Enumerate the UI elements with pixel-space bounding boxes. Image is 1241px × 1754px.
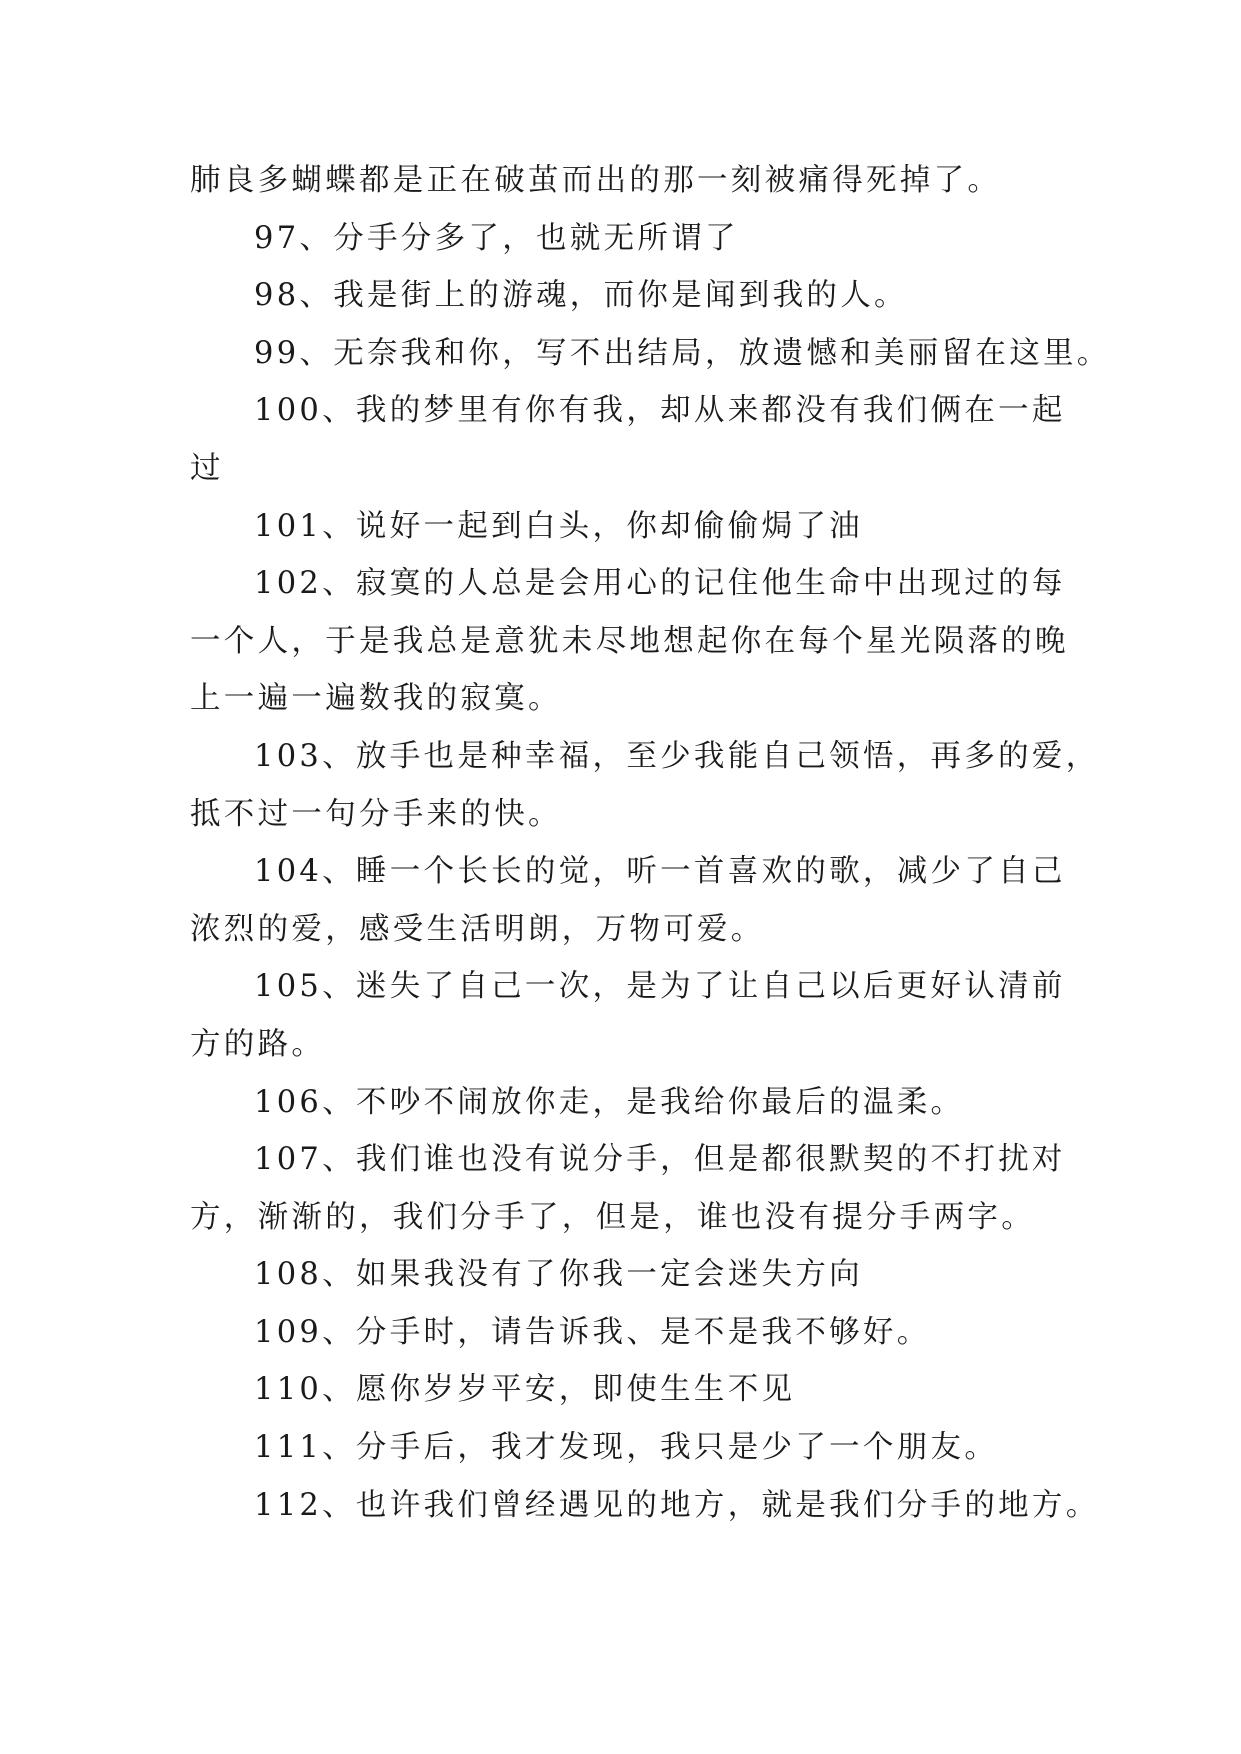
text-line: 抵不过一句分手来的快。	[190, 796, 562, 832]
text-line: 104、睡一个长长的觉，听一首喜欢的歌，减少了自己	[254, 854, 1066, 890]
text-line: 106、不吵不闹放你走，是我给你最后的温柔。	[254, 1084, 965, 1120]
text-line: 方，渐渐的，我们分手了，但是，谁也没有提分手两字。	[190, 1199, 1035, 1235]
text-line: 110、愿你岁岁平安，即使生生不见	[254, 1372, 796, 1408]
body-text	[190, 152, 1111, 1534]
text-line: 105、迷失了自己一次，是为了让自己以后更好认清前	[254, 969, 1066, 1005]
text-line: 过	[190, 450, 224, 486]
text-line: 107、我们谁也没有说分手，但是都很默契的不打扰对	[254, 1142, 1066, 1178]
text-line: 97、分手分多了，也就无所谓了	[254, 220, 739, 256]
text-line: 浓烈的爱，感受生活明朗，万物可爱。	[190, 911, 765, 947]
text-line: 109、分手时，请告诉我、是不是我不够好。	[254, 1314, 931, 1350]
text-line: 肺良多蝴蝶都是正在破茧而出的那一刻被痛得死掉了。	[190, 163, 1002, 198]
text-line: 100、我的梦里有你有我，却从来都没有我们俩在一起	[254, 393, 1066, 429]
text-line: 方的路。	[190, 1026, 326, 1062]
text-line: 103、放手也是种幸福，至少我能自己领悟，再多的爱，	[254, 738, 1100, 774]
text-line: 108、如果我没有了你我一定会迷失方向	[254, 1257, 863, 1293]
text-line: 101、说好一起到白头，你却偷偷焗了油	[254, 508, 863, 544]
text-line: 112、也许我们曾经遇见的地方，就是我们分手的地方。	[254, 1487, 1100, 1523]
text-line: 111、分手后，我才发现，我只是少了一个朋友。	[254, 1430, 999, 1466]
text-line: 102、寂寞的人总是会用心的记住他生命中出现过的每	[254, 566, 1066, 602]
text-line: 上一遍一遍数我的寂寞。	[190, 681, 562, 717]
text-line: 一个人，于是我总是意犹未尽地想起你在每个星光陨落的晚	[190, 623, 1069, 659]
text-line: 99、无奈我和你，写不出结局，放遗憾和美丽留在这里。	[254, 335, 1111, 371]
text-line: 98、我是街上的游魂，而你是闻到我的人。	[254, 278, 908, 314]
